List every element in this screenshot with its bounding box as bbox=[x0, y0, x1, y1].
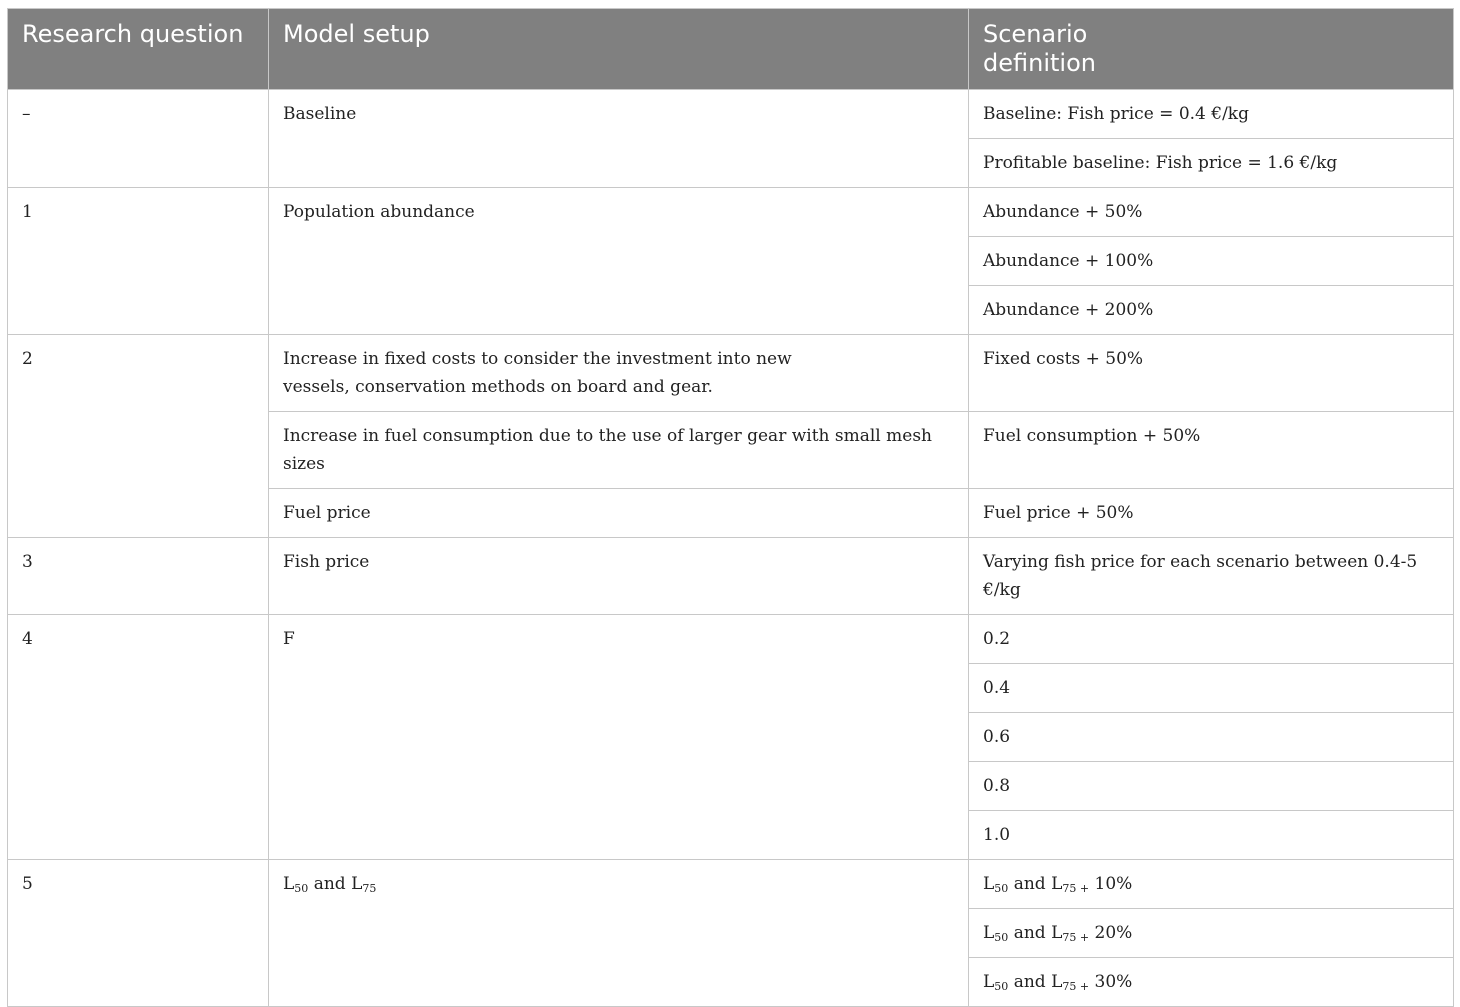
header-row bbox=[8, 9, 1454, 90]
scenario-cell bbox=[969, 860, 1454, 909]
model-setup-cell bbox=[269, 860, 969, 1007]
model-setup-cell: Baseline bbox=[269, 90, 969, 188]
subscript-50: 50 bbox=[294, 882, 309, 895]
scenario-cell: Abundance + 200% bbox=[969, 286, 1454, 335]
l-symbol: L bbox=[983, 874, 995, 894]
scenario-cell bbox=[969, 958, 1454, 1007]
subscript-50: 50 bbox=[994, 980, 1009, 993]
scenario-cell: 0.6 bbox=[969, 713, 1454, 762]
subscript-75: 75 bbox=[362, 882, 377, 895]
model-setup-cell: Increase in fixed costs to consider the investment into new vessels, conservation methods on board and gear. bbox=[269, 335, 969, 412]
scenario-table bbox=[7, 8, 1454, 1007]
research-question-cell: 5 bbox=[8, 860, 269, 1007]
scenario-cell: 0.2 bbox=[969, 615, 1454, 664]
model-setup-cell: Fuel price bbox=[269, 489, 969, 538]
percent-text: 20% bbox=[1089, 923, 1133, 943]
l-symbol: L bbox=[351, 874, 363, 894]
l-symbol: L bbox=[283, 874, 295, 894]
subscript-75: 75 + bbox=[1062, 931, 1090, 944]
table-row bbox=[8, 90, 1454, 139]
scenario-cell: Fuel consumption + 50% bbox=[969, 412, 1454, 489]
and-text: and L bbox=[1008, 874, 1063, 894]
research-question-cell: – bbox=[8, 90, 269, 188]
subscript-50: 50 bbox=[994, 931, 1009, 944]
percent-text: 30% bbox=[1089, 972, 1133, 992]
scenario-cell: Baseline: Fish price = 0.4 €/kg bbox=[969, 90, 1454, 139]
table-row bbox=[8, 615, 1454, 664]
scenario-cell: Abundance + 50% bbox=[969, 188, 1454, 237]
subscript-50: 50 bbox=[994, 882, 1009, 895]
scenario-cell: Abundance + 100% bbox=[969, 237, 1454, 286]
header-research-question: Research question bbox=[8, 9, 269, 90]
and-text: and bbox=[308, 874, 352, 894]
model-setup-cell: Population abundance bbox=[269, 188, 969, 335]
model-setup-cell: F bbox=[269, 615, 969, 860]
l-symbol: L bbox=[983, 972, 995, 992]
scenario-cell: Profitable baseline: Fish price = 1.6 €/kg bbox=[969, 139, 1454, 188]
research-question-cell: 3 bbox=[8, 538, 269, 615]
scenario-cell: Fixed costs + 50% bbox=[969, 335, 1454, 412]
and-text: and L bbox=[1008, 923, 1063, 943]
scenario-cell: Fuel price + 50% bbox=[969, 489, 1454, 538]
table-row bbox=[8, 335, 1454, 412]
research-question-cell: 2 bbox=[8, 335, 269, 538]
subscript-75: 75 + bbox=[1062, 980, 1090, 993]
scenario-cell: 0.4 bbox=[969, 664, 1454, 713]
l-symbol: L bbox=[983, 923, 995, 943]
scenario-cell: 1.0 bbox=[969, 811, 1454, 860]
scenario-cell: 0.8 bbox=[969, 762, 1454, 811]
model-setup-cell: Increase in fuel consumption due to the use of larger gear with small mesh sizes bbox=[269, 412, 969, 489]
model-setup-cell: Fish price bbox=[269, 538, 969, 615]
table-row bbox=[8, 538, 1454, 615]
research-question-cell: 4 bbox=[8, 615, 269, 860]
header-scenario-definition: Scenario definition bbox=[969, 9, 1454, 90]
percent-text: 10% bbox=[1089, 874, 1133, 894]
subscript-75: 75 + bbox=[1062, 882, 1090, 895]
and-text: and L bbox=[1008, 972, 1063, 992]
table-row bbox=[8, 860, 1454, 909]
table-row bbox=[8, 188, 1454, 237]
scenario-cell: Varying fish price for each scenario between 0.4-5 €/kg bbox=[969, 538, 1454, 615]
scenario-cell bbox=[969, 909, 1454, 958]
header-model-setup: Model setup bbox=[269, 9, 969, 90]
research-question-cell: 1 bbox=[8, 188, 269, 335]
